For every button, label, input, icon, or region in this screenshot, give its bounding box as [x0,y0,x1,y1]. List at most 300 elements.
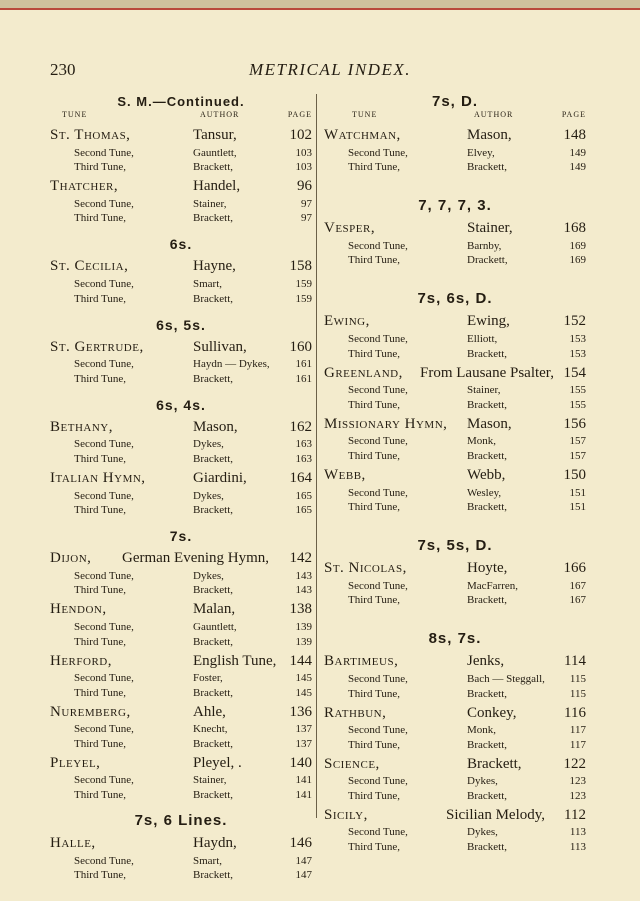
tune-entry [324,239,586,254]
tune-entry [324,840,586,855]
page-ref: 153 [569,347,586,360]
tune-name: Webb, [324,466,366,483]
tune-entry [50,336,312,358]
tune-name: Third Tune, [348,254,400,267]
page-ref: 161 [295,358,312,371]
author-name: Brackett, [193,452,234,465]
tune-name: Bartimeus, [324,653,399,670]
tune-entry [50,438,312,453]
tune-name: Second Tune, [348,672,408,685]
page-ref: 143 [295,569,312,582]
author-name: Elvey, [467,146,495,159]
tune-name: Third Tune, [348,161,400,174]
author-name: Bach — Steggall, [467,672,545,685]
tune-name: Second Tune, [348,146,408,159]
tune-entry [324,486,586,501]
tune-name: Third Tune, [74,789,126,802]
section-heading: 7, 7, 7, 3. [418,197,492,215]
tune-entry [50,788,312,803]
author-name: Handel, [193,178,241,195]
tune-entry [50,489,312,504]
tune-name: Third Tune, [74,584,126,597]
page-ref: 145 [295,672,312,685]
tune-entry [324,146,586,161]
author-name: Brackett, [467,841,508,854]
tune-name: Second Tune, [348,724,408,737]
page-ref: 157 [569,435,586,448]
author-name: Ewing, [467,313,510,330]
page-ref: 154 [563,364,586,381]
tune-name: Herford, [50,652,112,669]
tune-name: Third Tune, [74,292,126,305]
author-name: Hoyte, [467,560,508,577]
page-ref: 113 [569,826,586,839]
tune-name: St. Nicolas, [324,560,407,577]
page-ref: 150 [563,466,586,483]
page-ref: 117 [569,724,586,737]
tune-name: Third Tune, [348,789,400,802]
page-ref: 169 [569,254,586,267]
tune-name: Third Tune, [348,841,400,854]
author-name: Brackett, [467,449,508,462]
section-heading: 7s, D. [431,93,479,110]
author-name: Mason, [467,127,512,143]
section-heading: 6s, 5s. [156,316,206,333]
page-ref: 165 [295,489,312,502]
tune-name: St. Cecilia, [50,258,129,275]
column-headers [50,110,312,124]
author-name: Wesley, [467,486,502,499]
tune-entry [324,124,586,146]
author-name: Brackett, [193,737,234,750]
tune-entry [50,650,312,672]
section-heading: 7s, 6s, D. [417,290,493,308]
author-name: Brackett, [193,584,234,597]
author-name: Stainer, [193,774,227,787]
author-name: German Evening Hymn, [122,550,270,567]
tune-name: Second Tune, [348,384,408,397]
tune-entry [50,752,312,774]
tune-entry [324,702,586,724]
page-header: PAGE [561,110,586,119]
tune-entry [50,358,312,373]
tune-name: Second Tune, [348,775,408,788]
tune-entry [324,347,586,362]
page-ref: 165 [295,504,312,517]
tune-header: TUNE [62,110,88,119]
tune-name: Second Tune, [348,486,408,499]
tune-entry [324,687,586,702]
section-heading: 6s, 4s. [156,396,206,413]
tune-entry [324,672,586,687]
author-name: Brackett, [467,501,508,514]
author-name: Brackett, [467,594,508,607]
page-ref: 97 [301,197,312,210]
tune-entry [324,332,586,347]
author-name: Dykes, [193,489,224,502]
author-name: Stainer, [467,220,513,237]
tune-name: Third Tune, [74,372,126,385]
author-name: Brackett, [467,398,508,411]
tune-entry [50,620,312,635]
page-ref: 96 [297,178,312,195]
page-ref: 97 [301,212,312,225]
tune-entry [50,774,312,789]
author-name: Haydn, [193,835,237,852]
page-ref: 157 [569,449,586,462]
tune-name: Third Tune, [348,501,400,514]
tune-entry [324,579,586,594]
tune-entry [324,384,586,399]
tune-name: Second Tune, [74,620,134,633]
tune-name: Watchman, [324,127,401,143]
tune-name: Third Tune, [348,738,400,751]
tune-name: Third Tune, [74,504,126,517]
page-ref: 169 [569,239,586,252]
tune-name: Third Tune, [74,212,126,225]
tune-name: Second Tune, [74,277,134,290]
page-ref: 152 [563,313,586,330]
author-name: Stainer, [193,197,227,210]
tune-entry [324,464,586,486]
tune-name: Third Tune, [348,449,400,462]
tune-name: Third Tune, [348,347,400,360]
tune-entry [324,724,586,739]
author-name: Dykes, [467,826,498,839]
author-name: Pleyel, . [193,754,242,771]
page-ref: 141 [295,789,312,802]
page-ref: 115 [569,687,586,700]
page-ref: 102 [289,127,312,143]
tune-name: Second Tune, [74,854,134,867]
author-name: Webb, [467,466,506,483]
tune-name: Second Tune, [74,672,134,685]
tune-entry [324,362,586,384]
tune-name: Rathbun, [324,704,387,721]
page-ref: 151 [569,486,586,499]
tune-name: Thatcher, [50,178,119,195]
tune-entry [324,789,586,804]
tune-name: Second Tune, [74,569,134,582]
section-heading: 7s. [169,528,193,545]
tune-name: Second Tune, [348,826,408,839]
author-name: Brackett, [467,687,508,700]
tune-entry [50,832,312,854]
page-ref: 149 [569,146,586,159]
page-ref: 164 [289,469,312,486]
author-name: Conkey, [467,704,517,721]
tune-entry [324,310,586,332]
tune-name: Third Tune, [74,686,126,699]
tune-entry [50,854,312,869]
tune-name: Second Tune, [348,239,408,252]
page-ref: 155 [569,384,586,397]
tune-entry [324,826,586,841]
section-heading: 8s, 7s. [428,630,482,648]
page-ref: 147 [295,869,312,882]
page-ref: 159 [295,277,312,290]
page-ref: 145 [295,686,312,699]
tune-entry [324,775,586,790]
page-ref: 142 [289,550,312,567]
tune-name: Third Tune, [348,594,400,607]
page-header: PAGE [287,110,312,119]
page-ref: 123 [569,789,586,802]
tune-entry [50,584,312,599]
tune-name: Missionary Hymn, [324,415,448,432]
author-name: Hayne, [193,258,236,275]
section-heading: 7s, 6 Lines. [134,812,228,830]
tune-entry [50,372,312,387]
tune-entry [50,672,312,687]
author-name: Brackett, [467,738,508,751]
page-ref: 136 [289,703,312,720]
page-ref: 163 [295,452,312,465]
page-ref: 161 [295,372,312,385]
tune-entry [50,175,312,197]
tune-name: Second Tune, [74,358,134,371]
author-name: From Lausane Psalter, [420,364,554,381]
page-ref: 151 [569,501,586,514]
author-name: Smart, [193,854,223,867]
running-title: METRICAL INDEX. [249,60,411,79]
author-name: Brackett, [193,686,234,699]
tune-name: Dijon, [50,550,92,567]
page-ref: 155 [569,398,586,411]
page-top-rule [0,8,640,10]
page-ref: 112 [564,806,586,823]
author-name: Brackett, [193,504,234,517]
page-ref: 162 [289,418,312,435]
tune-entry [324,738,586,753]
tune-name: Bethany, [50,418,113,435]
author-name: Knecht, [193,723,228,736]
tune-entry [50,277,312,292]
author-name: Dykes, [193,438,224,451]
tune-entry [324,217,586,239]
page-ref: 115 [569,672,586,685]
tune-entry [324,398,586,413]
tune-entry [50,416,312,438]
tune-entry [324,161,586,176]
tune-entry [50,504,312,519]
tune-entry [50,723,312,738]
author-name: Brackett, [193,212,234,225]
author-name: Brackett, [467,161,508,174]
tune-name: Sicily, [324,806,368,823]
tune-name: Greenland, [324,364,403,381]
page-ref: 113 [569,841,586,854]
tune-name: St. Thomas, [50,127,131,143]
tune-name: Third Tune, [74,452,126,465]
author-name: Foster, [193,672,223,685]
tune-name: Third Tune, [74,635,126,648]
tune-entry [50,212,312,227]
tune-entry [50,161,312,176]
author-name: English Tune, [193,652,277,669]
tune-entry [50,547,312,569]
page-ref: 147 [295,854,312,867]
page-ref: 159 [295,292,312,305]
author-name: Monk, [467,435,497,448]
page-ref: 168 [563,220,586,237]
tune-entry [50,598,312,620]
page-ref: 122 [563,755,586,772]
tune-entry [50,197,312,212]
tune-entry [324,594,586,609]
page-ref: 137 [295,737,312,750]
tune-name: Ewing, [324,313,370,330]
page-ref: 166 [563,560,586,577]
page-ref: 117 [569,738,586,751]
column-divider [316,94,317,818]
tune-entry [50,869,312,884]
author-name: Brackett, [193,869,234,882]
tune-name: Second Tune, [348,332,408,345]
tune-entry [324,804,586,826]
author-name: Dykes, [467,775,498,788]
tune-name: Second Tune, [74,774,134,787]
author-name: Sicilian Melody, [446,806,546,823]
page-ref: 140 [289,754,312,771]
tune-name: Third Tune, [74,737,126,750]
tune-header: TUNE [352,110,378,119]
section-heading: S. M.—Continued. [117,94,245,109]
author-name: Brackett, [193,789,234,802]
tune-entry [50,146,312,161]
page-ref: 139 [295,635,312,648]
page-ref: 103 [295,146,312,159]
tune-entry [50,701,312,723]
page-ref: 153 [569,332,586,345]
author-name: Malan, [193,601,236,618]
tune-entry [324,449,586,464]
author-name: Mason, [193,418,238,435]
tune-entry [324,557,586,579]
page-ref: 138 [289,601,312,618]
tune-name: St. Gertrude, [50,338,144,355]
author-name: Dykes, [193,569,224,582]
page-ref: 103 [295,161,312,174]
page-ref: 116 [564,704,586,721]
page-ref: 139 [295,620,312,633]
tune-entry [50,124,312,146]
author-name: Brackett, [193,372,234,385]
tune-name: Halle, [50,835,96,852]
tune-name: Nuremberg, [50,703,131,720]
author-name: Sullivan, [193,338,247,355]
tune-name: Third Tune, [74,161,126,174]
author-name: Barnby, [467,239,502,252]
author-name: Gauntlett, [193,146,237,159]
tune-name: Second Tune, [74,146,134,159]
tune-name: Second Tune, [348,579,408,592]
section-heading: 7s, 5s, D. [417,537,493,555]
author-name: Mason, [467,415,512,432]
column-headers [324,110,586,124]
tune-entry [324,501,586,516]
page-ref: 143 [295,584,312,597]
page-ref: 148 [563,127,586,143]
tune-entry [324,650,586,672]
author-name: Monk, [467,724,497,737]
page-number: 230 [50,60,76,79]
tune-entry [324,753,586,775]
tune-name: Italian Hymn, [50,469,146,486]
tune-name: Vesper, [324,220,376,237]
tune-name: Third Tune, [74,869,126,882]
tune-entry [324,254,586,269]
author-name: Jenks, [467,653,505,670]
author-name: Smart, [193,277,223,290]
author-name: Brackett, [193,161,234,174]
author-name: MacFarren, [467,579,519,592]
page-ref: 167 [569,579,586,592]
tune-name: Second Tune, [348,435,408,448]
page-ref: 156 [563,415,586,432]
tune-entry [50,452,312,467]
page-ref: 123 [569,775,586,788]
author-name: Giardini, [193,469,247,486]
page-ref: 141 [295,774,312,787]
tune-name: Third Tune, [348,687,400,700]
left-column [50,94,312,883]
tune-name: Second Tune, [74,723,134,736]
author-name: Drackett, [467,254,508,267]
author-name: Brackett, [467,755,522,772]
page-ref: 167 [569,594,586,607]
tune-name: Second Tune, [74,489,134,502]
tune-entry [50,255,312,277]
tune-entry [324,413,586,435]
tune-name: Hendon, [50,601,107,618]
tune-entry [50,292,312,307]
author-name: Gauntlett, [193,620,237,633]
author-name: Brackett, [193,635,234,648]
author-name: Haydn — Dykes, [193,358,270,371]
tune-entry [50,635,312,650]
tune-name: Second Tune, [74,197,134,210]
page-ref: 144 [289,652,312,669]
page-top-edge [0,0,640,8]
page-ref: 149 [569,161,586,174]
tune-entry [324,435,586,450]
tune-name: Second Tune, [74,438,134,451]
author-name: Brackett, [467,347,508,360]
author-name: Brackett, [467,789,508,802]
tune-entry [50,737,312,752]
author-name: Tansur, [193,127,237,143]
page-ref: 158 [289,258,312,275]
tune-name: Science, [324,755,380,772]
tune-name: Pleyel, [50,754,101,771]
author-name: Stainer, [467,384,501,397]
author-name: Brackett, [193,292,234,305]
page-ref: 114 [564,653,586,670]
author-header: AUTHOR [474,110,514,119]
page-ref: 163 [295,438,312,451]
section-heading: 6s. [169,236,193,253]
right-column [324,94,586,855]
author-header: AUTHOR [200,110,240,119]
tune-entry [50,569,312,584]
page-ref: 137 [295,723,312,736]
tune-entry [50,686,312,701]
tune-entry [50,467,312,489]
page-ref: 146 [289,835,312,852]
author-name: Elliott, [467,332,498,345]
tune-name: Third Tune, [348,398,400,411]
